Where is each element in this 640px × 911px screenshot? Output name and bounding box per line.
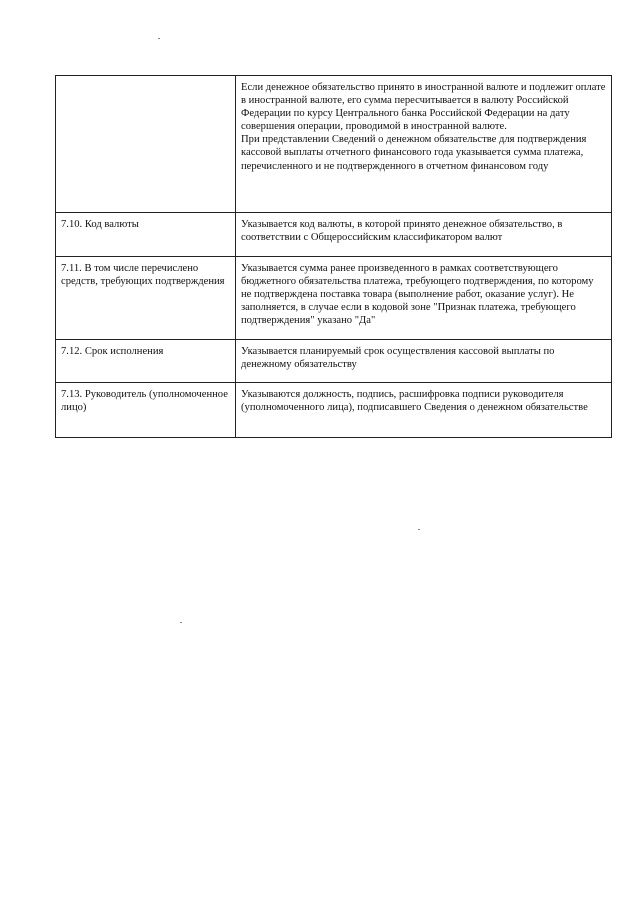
table-row — [56, 257, 612, 340]
field-name-cell: 7.10. Код валюты — [56, 213, 236, 257]
scan-speck — [180, 622, 182, 623]
description-paragraph: Указывается сумма ранее произведенного в рамках соответствующего бюджетного обязательства платежа, требующего подтверждения, по которому не подтверждена поставка товара (выполнение работ, оказание услуг). Не заполняется, в случае если в кодовой зоне "Признак платежа, требующего подтверждения" указано "Да" — [241, 263, 594, 327]
field-description-cell — [236, 257, 612, 340]
field-name-cell — [56, 76, 236, 213]
table-row — [56, 213, 612, 257]
description-paragraph: Указывается код валюты, в которой принято денежное обязательство, в соответствии с Общероссийским классификатором валют — [241, 219, 563, 244]
description-paragraph: Указывается планируемый срок осуществления кассовой выплаты по денежному обязательству — [241, 346, 555, 371]
scan-speck — [418, 529, 420, 530]
field-name-cell: 7.11. В том числе перечислено средств, требующих подтверждения — [56, 257, 236, 340]
field-description-cell — [236, 383, 612, 438]
field-description-cell — [236, 340, 612, 383]
table-row — [56, 383, 612, 438]
table-row — [56, 76, 612, 213]
field-name-cell: 7.12. Срок исполнения — [56, 340, 236, 383]
field-description-cell — [236, 213, 612, 257]
description-paragraph: Если денежное обязательство принято в иностранной валюте и подлежит оплате в иностранной валюте, его сумма пересчитывается в валюту Российской Федерации по курсу Центрального банка Российской Федерации на дату совершения операции, проводимой в иностранной валюте. — [241, 82, 606, 133]
field-name-cell: 7.13. Руководитель (уполномоченное лицо) — [56, 383, 236, 438]
field-description-table — [55, 75, 612, 438]
table-row — [56, 340, 612, 383]
description-paragraph: При представлении Сведений о денежном обязательстве для подтверждения кассовой выплаты отчетного финансового года указывается сумма платежа, перечисленного и не подтвержденного в отчетном финансовом году — [241, 134, 587, 172]
field-description-cell — [236, 76, 612, 213]
scan-speck — [158, 38, 160, 39]
description-paragraph: Указываются должность, подпись, расшифровка подписи руководителя (уполномоченного лица), подписавшего Сведения о денежном обязательстве — [241, 389, 588, 414]
